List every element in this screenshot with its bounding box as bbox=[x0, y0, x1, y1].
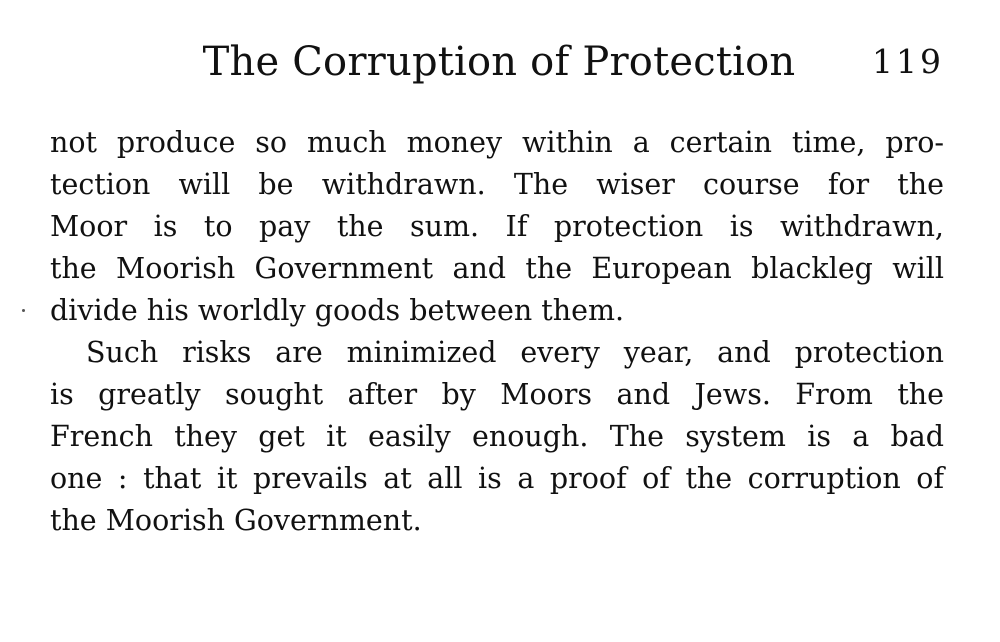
text-line: Such risks are minimized every year, and protection bbox=[86, 336, 944, 369]
text-line: one : that it prevails at all is a proof of the corruption of bbox=[50, 462, 944, 495]
paragraph-1 bbox=[50, 122, 944, 332]
running-title-text: The Corruption of Protection bbox=[202, 39, 796, 85]
text-line: the Moorish Government and the European blackleg will bbox=[50, 252, 944, 285]
text-line: Moor is to pay the sum. If protection is withdrawn, bbox=[50, 210, 944, 243]
margin-mark bbox=[22, 309, 25, 312]
text-line: French they get it easily enough. The system is a bad bbox=[50, 420, 944, 453]
text-line: not produce so much money within a certain time, pro- bbox=[50, 126, 944, 159]
body-text bbox=[50, 122, 944, 542]
text-line: divide his worldly goods between them. bbox=[50, 294, 625, 327]
text-line: is greatly sought after by Moors and Jews. From the bbox=[50, 378, 944, 411]
running-head bbox=[50, 36, 944, 88]
running-title bbox=[0, 36, 1000, 88]
text-line: the Moorish Government. bbox=[50, 504, 422, 537]
text-line: tection will be withdrawn. The wiser course for the bbox=[50, 168, 944, 201]
paragraph-2 bbox=[50, 332, 944, 542]
page-number: 119 bbox=[872, 42, 944, 81]
